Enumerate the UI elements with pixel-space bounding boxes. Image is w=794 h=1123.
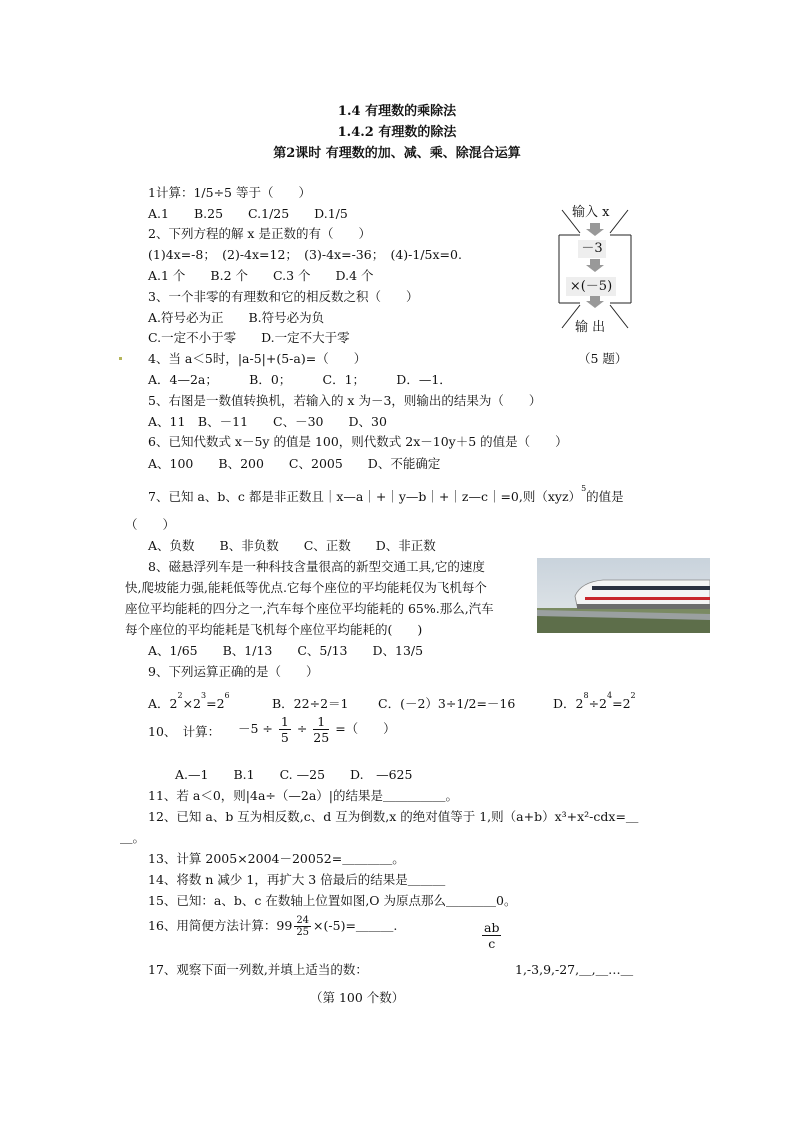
q8-options: A、1/65 B、1/13 C、5/13 D、13/5	[148, 643, 424, 658]
q6-options: A、100 B、200 C、2005 D、不能确定	[148, 456, 441, 471]
q7-stem-line	[148, 484, 624, 505]
bullet-dot	[119, 357, 122, 360]
q9-a-label: A．	[148, 696, 170, 711]
q10-den2: 25	[313, 730, 330, 745]
q10-op: ÷	[296, 721, 308, 736]
q9-d-eq: =2	[612, 696, 631, 711]
q1-options: A.1 B.25 C.1/25 D.1/5	[148, 206, 348, 221]
q9-a-exp2: 3	[201, 691, 207, 700]
q2-stem: 2、下列方程的解 x 是正数的有（ ）	[148, 226, 371, 241]
q9-stem: 9、下列运算正确的是（ ）	[148, 664, 319, 679]
q16-pre: 16、用简便方法计算：99	[148, 918, 293, 933]
machine-output-label: 输 出	[575, 320, 606, 335]
q9-option-d	[553, 691, 636, 712]
q7-paren: （ ）	[125, 517, 176, 532]
q16-frac-num: 24	[296, 915, 310, 926]
machine-input-label: 输入 x	[572, 205, 610, 220]
machine-step-times-neg5: ×(－5)	[566, 277, 616, 296]
q7-stem: 7、已知 a、b、c 都是非正数且｜x—a｜+｜y—b｜+｜z—c｜=0,则（xyz）	[148, 489, 582, 504]
q9-d-exp1: 8	[583, 691, 589, 700]
ab-over-c	[482, 920, 501, 951]
q15-stem: 15、已知：a、b、c 在数轴上位置如图,O 为原点那么＿＿＿＿0。	[148, 893, 517, 908]
q10-num1: 1	[280, 714, 289, 729]
q10-fraction-2	[313, 714, 329, 745]
q10-fraction-1	[279, 714, 291, 745]
q10-label: 10、 计算：	[148, 724, 221, 739]
q9-option-b: B．22÷2＝1	[272, 696, 349, 711]
title-subsection: 1.4.2 有理数的除法	[337, 125, 457, 140]
q9-option-a	[148, 691, 230, 712]
q10-num2: 1	[313, 714, 329, 730]
q4-options: A．4—2a； B．0； C．1； D．—1．	[148, 372, 452, 387]
q10-den1: 5	[280, 730, 289, 745]
q9-a-mid: ×2	[182, 696, 202, 711]
q9-a-eq: =2	[206, 696, 225, 711]
q14-stem: 14、将数 n 减少 1，再扩大 3 倍最后的结果是＿＿＿	[148, 872, 446, 887]
q3-stem: 3、一个非零的有理数和它的相反数之积（ ）	[148, 289, 419, 304]
q8-line2: 快,爬坡能力强,能耗低等优点.它每个座位的平均能耗仅为飞机每个	[125, 580, 487, 595]
q17-sequence: 1,-3,9,-27,＿,＿…＿	[515, 962, 634, 977]
q15-fraction-ab-c	[480, 920, 503, 951]
q10-options: A.—1 B.1 C. —25 D. —625	[175, 767, 413, 782]
q12-line1: 12、已知 a、b 互为相反数,c、d 互为倒数,x 的绝对值等于 1,则（a+b）x³+x²-cdx=＿	[148, 809, 639, 824]
q8-line3: 座位平均能耗的四分之一,汽车每个座位平均能耗的 65%.那么,汽车	[125, 601, 494, 616]
q7-tail: 的值是	[586, 489, 624, 504]
q17-note: （第 100 个数）	[310, 990, 405, 1005]
q9-d-mid: ÷2	[588, 696, 608, 711]
q7-options: A、负数 B、非负数 C、正数 D、非正数	[148, 538, 436, 553]
q3-options-ab: A.符号必为正 B.符号必为负	[148, 310, 325, 325]
q8-line4: 每个座位的平均能耗是飞机每个座位平均能耗的( )	[125, 622, 423, 637]
q12-line2: ＿。	[120, 830, 146, 845]
q16-line	[148, 915, 397, 938]
q16-fraction	[294, 915, 311, 938]
q9-a-exp1: 2	[177, 691, 183, 700]
title-section: 1.4 有理数的乘除法	[337, 104, 457, 119]
q10-post: =（ ）	[335, 721, 396, 736]
q9-a-exp3: 6	[224, 691, 230, 700]
q10-expression	[238, 714, 396, 745]
q10-pre: －5 ÷	[238, 721, 273, 736]
machine-caption: （5 题）	[578, 351, 628, 366]
q9-d-exp3: 2	[630, 691, 636, 700]
q4-stem: 4、当 a＜5时，|a-5|+(5-a)=（ ）	[148, 351, 367, 366]
q9-d-label: D．	[553, 696, 576, 711]
machine-step-minus3: －3	[578, 240, 606, 258]
q6-stem: 6、已知代数式 x－5y 的值是 100，则代数式 2x－10y＋5 的值是（ ）	[148, 434, 568, 449]
q2-options: A.1 个 B.2 个 C.3 个 D.4 个	[148, 268, 374, 283]
q16-post: ×(-5)=＿＿＿.	[313, 918, 398, 933]
c-denominator: c	[488, 936, 496, 951]
q1-stem: 1计算：1/5÷5 等于（ ）	[148, 185, 311, 200]
q13-stem: 13、计算 2005×2004－20052=＿＿＿＿。	[148, 851, 405, 866]
q3-options-cd: C.一定不小于零 D.一定不大于零	[148, 330, 350, 345]
ab-numerator: ab	[484, 920, 500, 935]
q9-a-base: 2	[169, 696, 178, 711]
q9-option-c: C．(－2）3÷1/2=－16	[378, 696, 516, 711]
maglev-train-image	[537, 558, 710, 633]
q5-stem: 5、右图是一数值转换机，若输入的 x 为－3，则输出的结果为（ ）	[148, 393, 542, 408]
q8-line1: 8、磁悬浮列车是一种科技含量很高的新型交通工具,它的速度	[148, 559, 485, 574]
q5-options: A、11 B、－11 C、－30 D、30	[148, 414, 387, 429]
title-lesson: 第2课时 有理数的加、减、乘、除混合运算	[273, 146, 521, 161]
q17-stem: 17、观察下面一列数,并填上适当的数：	[148, 962, 368, 977]
q9-d-exp2: 4	[607, 691, 613, 700]
q2-equations: (1)4x=-8； (2)-4x=12； (3)-4x=-36； (4)-1/5x=0.	[148, 247, 462, 262]
q9-d-base: 2	[575, 696, 584, 711]
q7-exponent: 5	[581, 484, 587, 493]
q11-stem: 11、若 a＜0，则|4a÷（—2a）|的结果是＿＿＿＿＿。	[148, 788, 458, 803]
q16-frac-den: 25	[296, 927, 310, 938]
